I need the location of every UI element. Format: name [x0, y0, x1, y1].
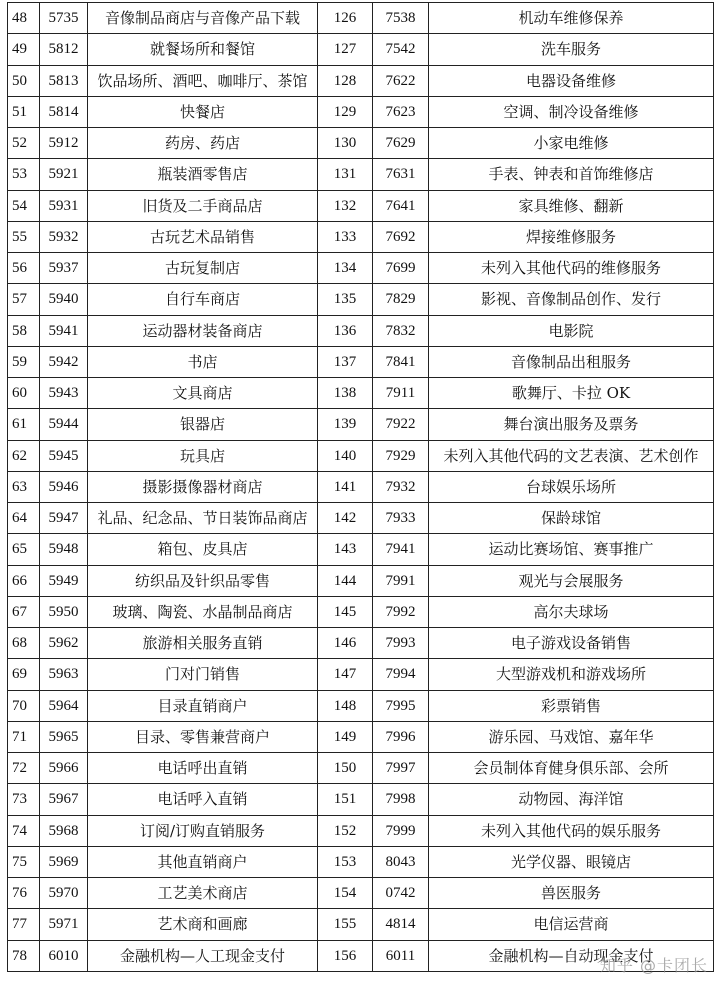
row-index-right: 126: [318, 3, 373, 34]
mcc-code-left: 5968: [40, 815, 88, 846]
row-index-left: 76: [8, 878, 40, 909]
table-row: [8, 565, 714, 596]
mcc-code-right: 7641: [373, 190, 429, 221]
row-index-left: 59: [8, 346, 40, 377]
category-right: 电子游戏设备销售: [429, 628, 714, 659]
category-left: 订阅/订购直销服务: [88, 815, 318, 846]
mcc-code-right: 7692: [373, 221, 429, 252]
row-index-left: 54: [8, 190, 40, 221]
row-index-right: 144: [318, 565, 373, 596]
mcc-code-right: 7995: [373, 690, 429, 721]
row-index-right: 135: [318, 284, 373, 315]
category-right: 金融机构—自动现金支付: [429, 940, 714, 971]
mcc-code-left: 5967: [40, 784, 88, 815]
mcc-code-left: 5942: [40, 346, 88, 377]
category-left: 书店: [88, 346, 318, 377]
mcc-code-left: 5932: [40, 221, 88, 252]
category-left: 礼品、纪念品、节日装饰品商店: [88, 503, 318, 534]
category-right: 焊接维修服务: [429, 221, 714, 252]
row-index-left: 77: [8, 909, 40, 940]
table-row: [8, 503, 714, 534]
mcc-code-right: 7933: [373, 503, 429, 534]
row-index-left: 72: [8, 753, 40, 784]
category-right: 小家电维修: [429, 128, 714, 159]
mcc-code-right: 7622: [373, 65, 429, 96]
mcc-code-right: 7841: [373, 346, 429, 377]
table-row: [8, 128, 714, 159]
table-row: [8, 878, 714, 909]
mcc-code-right: 7538: [373, 3, 429, 34]
mcc-code-left: 5963: [40, 659, 88, 690]
mcc-code-right: 7932: [373, 471, 429, 502]
table-row: [8, 440, 714, 471]
category-left: 玩具店: [88, 440, 318, 471]
table-body: [8, 3, 714, 972]
row-index-left: 75: [8, 846, 40, 877]
mcc-code-right: 7631: [373, 159, 429, 190]
row-index-left: 56: [8, 253, 40, 284]
category-right: 电信运营商: [429, 909, 714, 940]
mcc-code-right: 7829: [373, 284, 429, 315]
mcc-code-right: 7922: [373, 409, 429, 440]
category-right: 大型游戏机和游戏场所: [429, 659, 714, 690]
mcc-code-right: 0742: [373, 878, 429, 909]
mcc-code-left: 5912: [40, 128, 88, 159]
category-right: 彩票销售: [429, 690, 714, 721]
table-row: [8, 65, 714, 96]
category-right: 未列入其他代码的维修服务: [429, 253, 714, 284]
category-left: 就餐场所和餐馆: [88, 34, 318, 65]
category-right: 空调、制冷设备维修: [429, 96, 714, 127]
category-right: 保龄球馆: [429, 503, 714, 534]
category-left: 电话呼出直销: [88, 753, 318, 784]
row-index-left: 53: [8, 159, 40, 190]
category-left: 文具商店: [88, 378, 318, 409]
row-index-right: 134: [318, 253, 373, 284]
row-index-right: 143: [318, 534, 373, 565]
row-index-right: 138: [318, 378, 373, 409]
row-index-left: 61: [8, 409, 40, 440]
row-index-right: 153: [318, 846, 373, 877]
row-index-right: 131: [318, 159, 373, 190]
table-row: [8, 253, 714, 284]
row-index-right: 150: [318, 753, 373, 784]
row-index-left: 69: [8, 659, 40, 690]
category-left: 自行车商店: [88, 284, 318, 315]
row-index-right: 136: [318, 315, 373, 346]
mcc-code-left: 5970: [40, 878, 88, 909]
category-right: 影视、音像制品创作、发行: [429, 284, 714, 315]
mcc-code-left: 5735: [40, 3, 88, 34]
row-index-right: 129: [318, 96, 373, 127]
category-right: 动物园、海洋馆: [429, 784, 714, 815]
mcc-code-left: 5948: [40, 534, 88, 565]
category-left: 目录、零售兼营商户: [88, 721, 318, 752]
table-row: [8, 784, 714, 815]
table-row: [8, 315, 714, 346]
category-right: 舞台演出服务及票务: [429, 409, 714, 440]
table-row: [8, 190, 714, 221]
row-index-left: 67: [8, 596, 40, 627]
category-left: 快餐店: [88, 96, 318, 127]
category-right: 兽医服务: [429, 878, 714, 909]
table-row: [8, 753, 714, 784]
mcc-code-left: 5937: [40, 253, 88, 284]
row-index-left: 63: [8, 471, 40, 502]
mcc-code-right: 7699: [373, 253, 429, 284]
table-row: [8, 596, 714, 627]
mcc-code-left: 5944: [40, 409, 88, 440]
row-index-left: 74: [8, 815, 40, 846]
category-right: 电影院: [429, 315, 714, 346]
row-index-left: 68: [8, 628, 40, 659]
mcc-code-left: 5969: [40, 846, 88, 877]
table-row: [8, 159, 714, 190]
row-index-right: 151: [318, 784, 373, 815]
row-index-left: 55: [8, 221, 40, 252]
row-index-left: 62: [8, 440, 40, 471]
category-right: 观光与会展服务: [429, 565, 714, 596]
mcc-code-left: 5945: [40, 440, 88, 471]
row-index-left: 51: [8, 96, 40, 127]
category-left: 旅游相关服务直销: [88, 628, 318, 659]
mcc-code-left: 5921: [40, 159, 88, 190]
row-index-right: 148: [318, 690, 373, 721]
mcc-code-right: 7998: [373, 784, 429, 815]
row-index-right: 140: [318, 440, 373, 471]
category-left: 摄影摄像器材商店: [88, 471, 318, 502]
row-index-left: 73: [8, 784, 40, 815]
row-index-right: 155: [318, 909, 373, 940]
mcc-code-right: 7929: [373, 440, 429, 471]
row-index-left: 49: [8, 34, 40, 65]
table-row: [8, 628, 714, 659]
mcc-code-right: 7997: [373, 753, 429, 784]
category-left: 工艺美术商店: [88, 878, 318, 909]
mcc-code-left: 5950: [40, 596, 88, 627]
category-left: 电话呼入直销: [88, 784, 318, 815]
mcc-code-right: 7999: [373, 815, 429, 846]
mcc-code-right: 7993: [373, 628, 429, 659]
row-index-right: 137: [318, 346, 373, 377]
row-index-right: 142: [318, 503, 373, 534]
mcc-code-left: 5813: [40, 65, 88, 96]
table-row: [8, 534, 714, 565]
category-right: 机动车维修保养: [429, 3, 714, 34]
category-left: 目录直销商户: [88, 690, 318, 721]
row-index-left: 66: [8, 565, 40, 596]
category-left: 其他直销商户: [88, 846, 318, 877]
mcc-code-left: 5962: [40, 628, 88, 659]
mcc-code-right: 7911: [373, 378, 429, 409]
row-index-left: 60: [8, 378, 40, 409]
category-left: 门对门销售: [88, 659, 318, 690]
mcc-code-right: 7542: [373, 34, 429, 65]
table-row: [8, 378, 714, 409]
category-right: 高尔夫球场: [429, 596, 714, 627]
category-left: 饮品场所、酒吧、咖啡厅、茶馆: [88, 65, 318, 96]
mcc-code-left: 5949: [40, 565, 88, 596]
row-index-left: 50: [8, 65, 40, 96]
category-left: 运动器材装备商店: [88, 315, 318, 346]
table-row: [8, 409, 714, 440]
table-row: [8, 846, 714, 877]
row-index-right: 152: [318, 815, 373, 846]
table-row: [8, 690, 714, 721]
row-index-left: 78: [8, 940, 40, 971]
row-index-right: 147: [318, 659, 373, 690]
row-index-left: 57: [8, 284, 40, 315]
row-index-right: 127: [318, 34, 373, 65]
category-left: 古玩艺术品销售: [88, 221, 318, 252]
category-right: 歌舞厅、卡拉 OK: [429, 378, 714, 409]
table-row: [8, 909, 714, 940]
category-right: 未列入其他代码的娱乐服务: [429, 815, 714, 846]
row-index-left: 52: [8, 128, 40, 159]
category-left: 药房、药店: [88, 128, 318, 159]
row-index-left: 65: [8, 534, 40, 565]
table-row: [8, 659, 714, 690]
mcc-code-left: 5940: [40, 284, 88, 315]
table-row: [8, 34, 714, 65]
mcc-code-right: 7629: [373, 128, 429, 159]
row-index-left: 71: [8, 721, 40, 752]
mcc-code-left: 5946: [40, 471, 88, 502]
row-index-left: 58: [8, 315, 40, 346]
mcc-code-left: 5965: [40, 721, 88, 752]
category-left: 瓶装酒零售店: [88, 159, 318, 190]
category-right: 光学仪器、眼镜店: [429, 846, 714, 877]
table-row: [8, 3, 714, 34]
category-right: 洗车服务: [429, 34, 714, 65]
row-index-right: 145: [318, 596, 373, 627]
mcc-code-left: 5931: [40, 190, 88, 221]
category-right: 运动比赛场馆、赛事推广: [429, 534, 714, 565]
category-right: 游乐园、马戏馆、嘉年华: [429, 721, 714, 752]
category-left: 旧货及二手商品店: [88, 190, 318, 221]
table-row: [8, 96, 714, 127]
row-index-left: 48: [8, 3, 40, 34]
row-index-right: 156: [318, 940, 373, 971]
category-right: 台球娱乐场所: [429, 471, 714, 502]
mcc-code-left: 5966: [40, 753, 88, 784]
mcc-code-left: 6010: [40, 940, 88, 971]
mcc-code-right: 7994: [373, 659, 429, 690]
category-left: 银器店: [88, 409, 318, 440]
mcc-code-left: 5943: [40, 378, 88, 409]
row-index-right: 141: [318, 471, 373, 502]
category-left: 古玩复制店: [88, 253, 318, 284]
row-index-right: 139: [318, 409, 373, 440]
row-index-right: 132: [318, 190, 373, 221]
table-row: [8, 815, 714, 846]
category-right: 会员制体育健身俱乐部、会所: [429, 753, 714, 784]
category-right: 音像制品出租服务: [429, 346, 714, 377]
category-right: 电器设备维修: [429, 65, 714, 96]
mcc-code-right: 7832: [373, 315, 429, 346]
row-index-left: 70: [8, 690, 40, 721]
mcc-code-right: 7991: [373, 565, 429, 596]
category-left: 音像制品商店与音像产品下载: [88, 3, 318, 34]
category-left: 金融机构—人工现金支付: [88, 940, 318, 971]
row-index-left: 64: [8, 503, 40, 534]
table-row: [8, 721, 714, 752]
mcc-code-left: 5814: [40, 96, 88, 127]
mcc-code-table: [7, 2, 714, 972]
category-left: 纺织品及针织品零售: [88, 565, 318, 596]
category-right: 家具维修、翻新: [429, 190, 714, 221]
table-row: [8, 284, 714, 315]
mcc-code-left: 5947: [40, 503, 88, 534]
mcc-code-right: 7623: [373, 96, 429, 127]
table-row: [8, 471, 714, 502]
mcc-code-right: 6011: [373, 940, 429, 971]
table-row: [8, 346, 714, 377]
row-index-right: 149: [318, 721, 373, 752]
row-index-right: 154: [318, 878, 373, 909]
mcc-code-right: 4814: [373, 909, 429, 940]
category-left: 艺术商和画廊: [88, 909, 318, 940]
category-left: 玻璃、陶瓷、水晶制品商店: [88, 596, 318, 627]
mcc-code-right: 8043: [373, 846, 429, 877]
mcc-code-right: 7992: [373, 596, 429, 627]
category-left: 箱包、皮具店: [88, 534, 318, 565]
row-index-right: 133: [318, 221, 373, 252]
row-index-right: 128: [318, 65, 373, 96]
mcc-code-left: 5964: [40, 690, 88, 721]
mcc-code-left: 5941: [40, 315, 88, 346]
row-index-right: 130: [318, 128, 373, 159]
watermark: 知乎 @卡团长: [599, 956, 708, 975]
mcc-code-right: 7941: [373, 534, 429, 565]
table-row: [8, 221, 714, 252]
mcc-code-left: 5971: [40, 909, 88, 940]
mcc-code-right: 7996: [373, 721, 429, 752]
row-index-right: 146: [318, 628, 373, 659]
category-right: 未列入其他代码的文艺表演、艺术创作: [429, 440, 714, 471]
mcc-code-left: 5812: [40, 34, 88, 65]
category-right: 手表、钟表和首饰维修店: [429, 159, 714, 190]
